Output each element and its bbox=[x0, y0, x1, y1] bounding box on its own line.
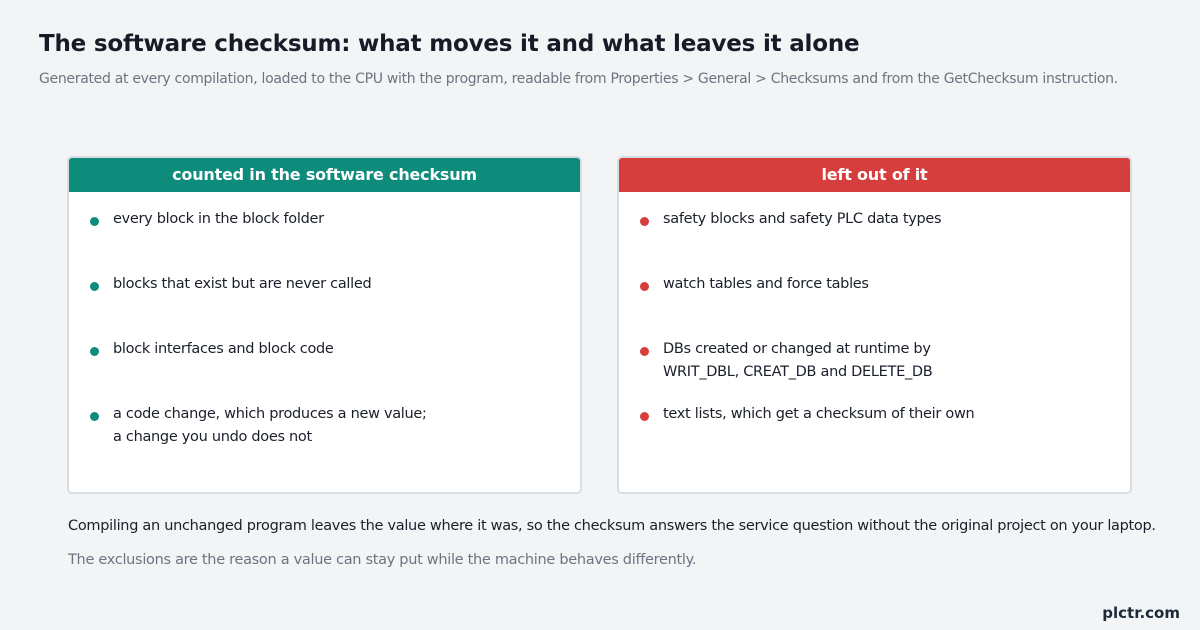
item-line: every block in the block folder bbox=[113, 211, 324, 227]
excluded-item bbox=[663, 273, 1110, 296]
item-line: blocks that exist but are never called bbox=[113, 276, 372, 292]
included-item bbox=[113, 208, 560, 231]
included-item bbox=[113, 273, 560, 296]
bullet-dot-icon bbox=[640, 282, 649, 291]
footer-caveat: The exclusions are the reason a value can stay put while the machine behaves differently. bbox=[68, 552, 697, 568]
item-line: WRIT_DBL, CREAT_DB and DELETE_DB bbox=[663, 364, 933, 380]
included-panel-heading: counted in the software checksum bbox=[69, 158, 580, 192]
item-line: block interfaces and block code bbox=[113, 341, 334, 357]
excluded-item bbox=[663, 208, 1110, 231]
included-item bbox=[113, 403, 560, 449]
bullet-dot-icon bbox=[640, 217, 649, 226]
item-line: text lists, which get a checksum of their own bbox=[663, 406, 975, 422]
bullet-dot-icon bbox=[90, 217, 99, 226]
excluded-item bbox=[663, 403, 1110, 426]
bullet-dot-icon bbox=[640, 347, 649, 356]
bullet-dot-icon bbox=[90, 412, 99, 421]
footer-note: Compiling an unchanged program leaves the value where it was, so the checksum answers the service question without the original project on your laptop. bbox=[68, 518, 1156, 534]
item-line: a code change, which produces a new value; bbox=[113, 406, 427, 422]
brand-logo: plctr.com bbox=[1102, 604, 1180, 622]
excluded-panel bbox=[617, 156, 1132, 494]
page-title: The software checksum: what moves it and what leaves it alone bbox=[39, 31, 860, 57]
item-line: DBs created or changed at runtime by bbox=[663, 341, 931, 357]
included-panel bbox=[67, 156, 582, 494]
bullet-dot-icon bbox=[90, 282, 99, 291]
page-subtitle: Generated at every compilation, loaded to the CPU with the program, readable from Properties > General > Checksums and from the GetChecksum instruction. bbox=[39, 71, 1118, 87]
bullet-dot-icon bbox=[640, 412, 649, 421]
item-line: watch tables and force tables bbox=[663, 276, 869, 292]
item-line: safety blocks and safety PLC data types bbox=[663, 211, 942, 227]
item-line: a change you undo does not bbox=[113, 429, 312, 445]
excluded-item bbox=[663, 338, 1110, 384]
bullet-dot-icon bbox=[90, 347, 99, 356]
included-item bbox=[113, 338, 560, 361]
excluded-panel-heading: left out of it bbox=[619, 158, 1130, 192]
